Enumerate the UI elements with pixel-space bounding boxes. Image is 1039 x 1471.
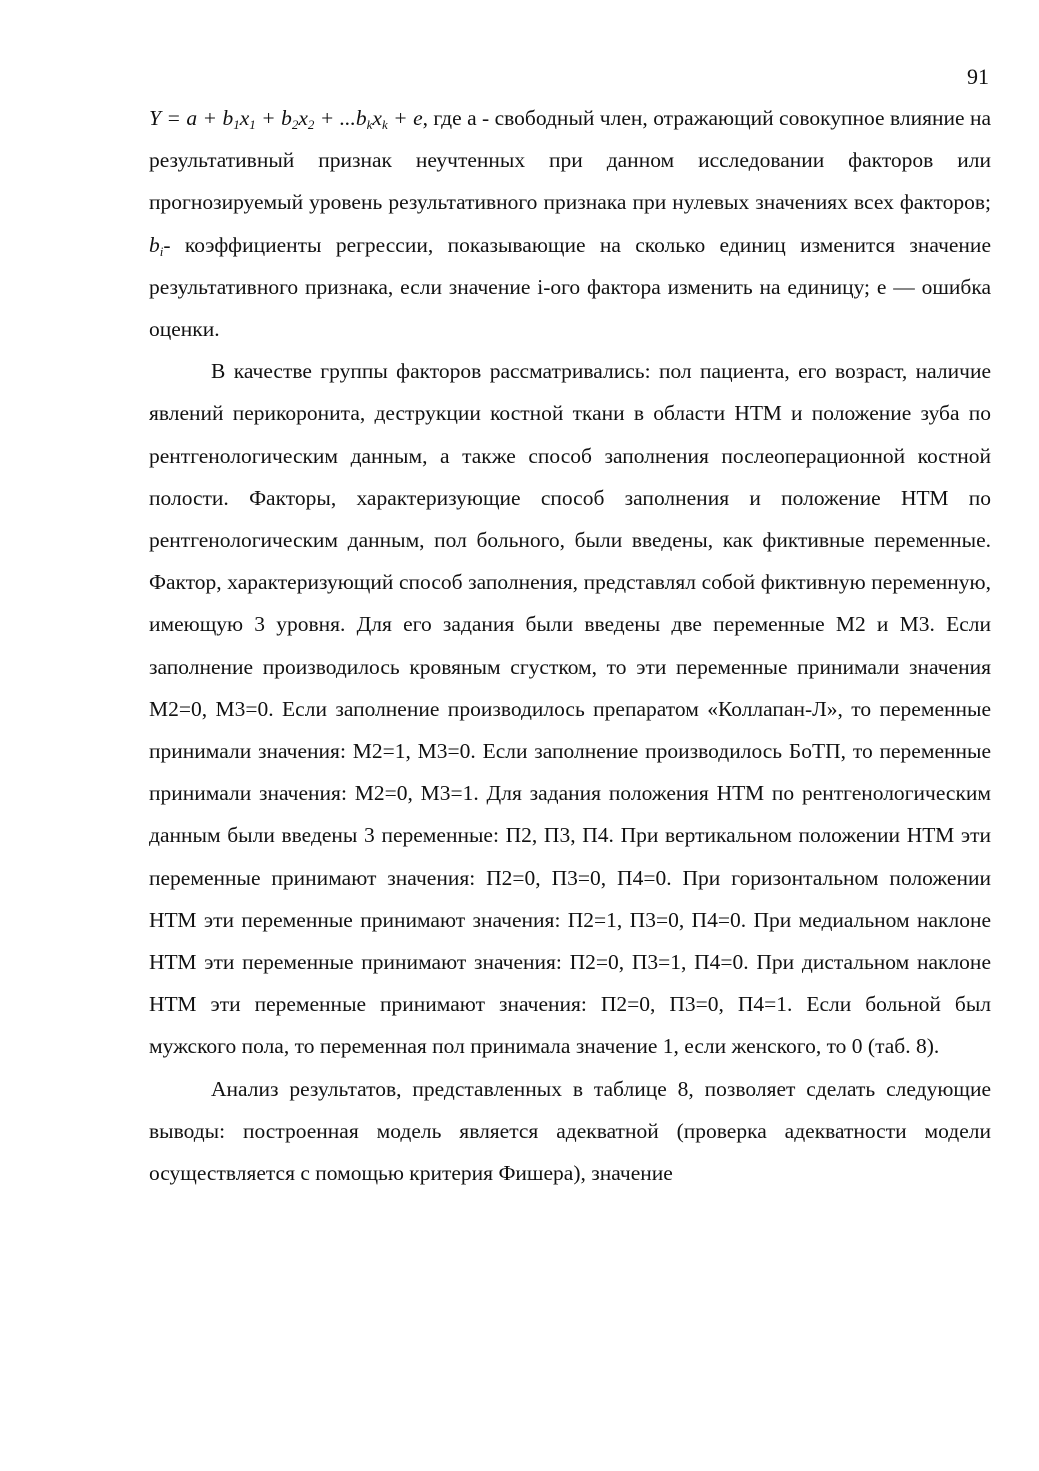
page-number: 91 xyxy=(967,64,989,89)
coefficient-symbol: $b_i$ xyxy=(149,232,164,259)
paragraph-text-part2: - коэффициенты регрессии, показывающие на сколько единиц изменится значение результативного признака, если значение i-ого фактора изменить на единицу; е — ошибка оценки. xyxy=(149,232,991,342)
document-body xyxy=(149,97,991,1194)
paragraph-factors: В качестве группы факторов рассматривались: пол пациента, его возраст, наличие явлений перикоронита, деструкции костной ткани в области НТМ и положение зуба по рентгенологическим данным, а также способ заполнения послеоперационной костной полости. Факторы, характеризующие способ заполнения и положение НТМ по рентгенологическим данным, пол больного, были введены, как фиктивные переменные. Фактор, характеризующий способ заполнения, представлял собой фиктивную переменную, имеющую 3 уровня. Для его задания были введены две переменные М2 и М3. Если заполнение производилось кровяным сгустком, то эти переменные принимали значения М2=0, М3=0. Если заполнение производилось препаратом «Коллапан-Л», то переменные принимали значения: М2=1, М3=0. Если заполнение производилось БоТП, то переменные принимали значения: М2=0, М3=1. Для задания положения НТМ по рентгенологическим данным были введены 3 переменные: П2, П3, П4. При вертикальном положении НТМ эти переменные принимают значения: П2=0, П3=0, П4=0. При горизонтальном положении НТМ эти переменные принимают значения: П2=1, П3=0, П4=0. При медиальном наклоне НТМ эти переменные принимают значения: П2=0, П3=1, П4=0. При дистальном наклоне НТМ эти переменные принимают значения: П2=0, П3=0, П4=1. Если больной был мужского пола, то переменная пол принимала значение 1, если женского, то 0 (таб. 8). xyxy=(149,359,991,1059)
paragraph-regression-definition xyxy=(149,97,991,350)
regression-formula: $Y = a + b_1x_1 + b_2x_2 + ...b_kx_k + e$ xyxy=(149,106,423,132)
paragraph-analysis: Анализ результатов, представленных в таблице 8, позволяет сделать следующие выводы: построенная модель является адекватной (проверка адекватности модели осуществляется с помощью критерия Фишера), значение xyxy=(149,1076,991,1186)
paragraph-text-part1: , где а - свободный член, отражающий совокупное влияние на результативный признак неучтенных при данном исследовании факторов или прогнозируемый уровень результативного признака при нулевых значениях всех факторов; xyxy=(149,106,992,215)
